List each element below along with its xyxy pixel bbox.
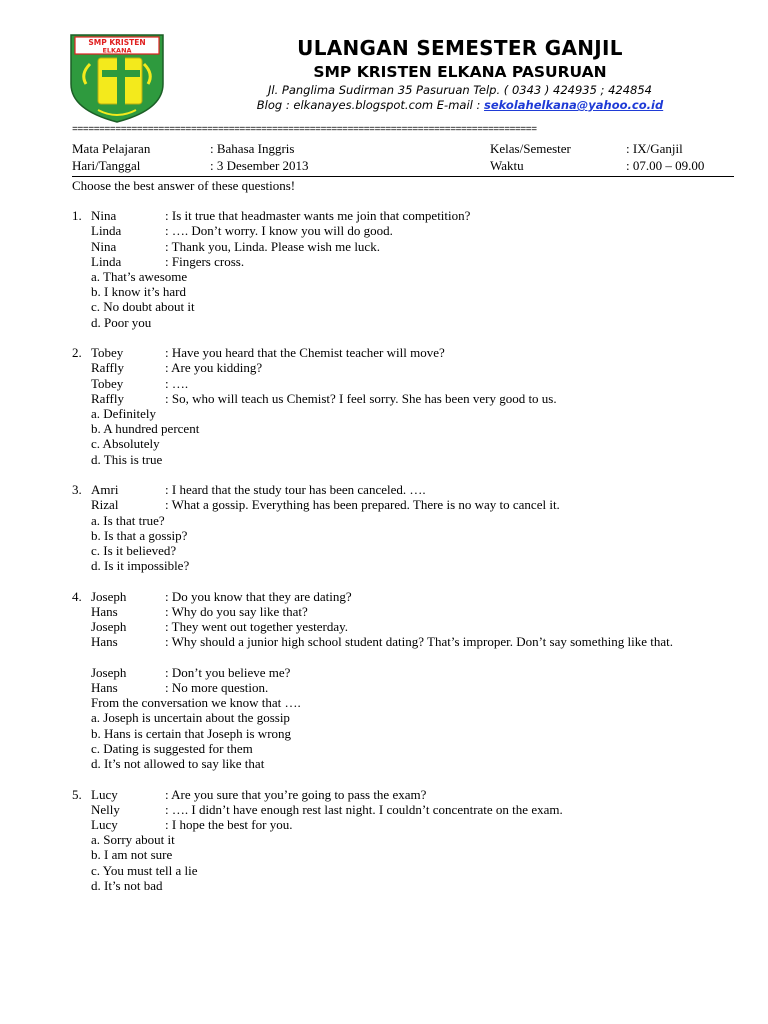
logo-text-bottom: ELKANA xyxy=(102,46,132,55)
speaker: Nina xyxy=(91,238,117,254)
school-logo xyxy=(68,32,166,124)
utterance: : Do you know that they are dating? xyxy=(165,588,352,604)
speaker: Hans xyxy=(91,679,118,695)
answer-option: b. Hans is certain that Joseph is wrong xyxy=(91,725,292,741)
speaker: Rizal xyxy=(91,497,119,513)
speaker: Tobey xyxy=(91,375,124,391)
dialog-line xyxy=(72,665,742,680)
time-label: Waktu xyxy=(490,158,524,173)
question-2 xyxy=(72,345,742,467)
utterance: : Are you kidding? xyxy=(165,360,263,376)
speaker: Nelly xyxy=(91,801,120,817)
date-value: : 3 Desember 2013 xyxy=(210,158,309,173)
dialog-line xyxy=(72,619,742,634)
answer-option: c. Is it believed? xyxy=(91,542,177,558)
school-address: Jl. Panglima Sudirman 35 Pasuruan Telp. ( 0343 ) 424935 ; 424854 xyxy=(267,83,652,97)
email-link[interactable]: sekolahelkana@yahoo.co.id xyxy=(484,98,664,112)
speaker: Linda xyxy=(91,223,122,239)
speaker: Lucy xyxy=(91,816,118,832)
dialog-line xyxy=(72,787,742,802)
dialog-line xyxy=(72,482,742,497)
speaker: Hans xyxy=(91,634,118,650)
speaker: Lucy xyxy=(91,786,118,802)
subject-label: Mata Pelajaran xyxy=(72,141,151,156)
question-number: 5. xyxy=(72,786,82,802)
dialog-line xyxy=(72,345,742,360)
utterance: : Have you heard that the Chemist teacher will move? xyxy=(165,345,445,361)
speaker: Amri xyxy=(91,482,119,498)
blog-text: Blog : elkanayes.blogspot.com E-mail : xyxy=(256,98,485,112)
question-number: 4. xyxy=(72,588,82,604)
question-stem: From the conversation we know that …. xyxy=(91,695,301,711)
answer-option: d. It’s not allowed to say like that xyxy=(91,755,265,771)
dialog-line xyxy=(72,208,742,223)
utterance: : What a gossip. Everything has been prepared. There is no way to cancel it. xyxy=(165,497,560,513)
utterance: : I hope the best for you. xyxy=(165,816,293,832)
utterance: : Don’t you believe me? xyxy=(165,664,291,680)
answer-option: a. Is that true? xyxy=(91,512,165,528)
dialog-line xyxy=(72,589,742,604)
dialog-line xyxy=(72,391,742,406)
question-number: 2. xyxy=(72,345,82,361)
answer-option: c. Dating is suggested for them xyxy=(91,740,253,756)
utterance: : …. Don’t worry. I know you will do good. xyxy=(165,223,393,239)
question-number: 1. xyxy=(72,208,82,224)
utterance: : …. xyxy=(165,375,189,391)
answer-option: a. Definitely xyxy=(91,405,156,421)
dialog-line xyxy=(72,604,742,619)
utterance: : Thank you, Linda. Please wish me luck. xyxy=(165,238,380,254)
answer-option: a. Sorry about it xyxy=(91,832,175,848)
answer-option: c. You must tell a lie xyxy=(91,862,198,878)
speaker: Joseph xyxy=(91,588,127,604)
question-list xyxy=(72,178,742,908)
instruction: Choose the best answer of these questions! xyxy=(72,178,296,193)
answer-option: d. Poor you xyxy=(91,314,152,330)
speaker: Raffly xyxy=(91,390,124,406)
answer-option: c. Absolutely xyxy=(91,436,160,452)
speaker: Joseph xyxy=(91,619,127,635)
dialog-line xyxy=(72,376,742,391)
dialog-line xyxy=(72,239,742,254)
dialog-line xyxy=(72,497,742,512)
speaker: Raffly xyxy=(91,360,124,376)
utterance: : …. I didn’t have enough rest last night. I couldn’t concentrate on the exam. xyxy=(165,801,563,817)
answer-option: d. Is it impossible? xyxy=(91,558,190,574)
dialog-line xyxy=(72,254,742,269)
school-name: SMP KRISTEN ELKANA PASURUAN xyxy=(313,63,607,81)
class-value: : IX/Ganjil xyxy=(626,141,683,156)
question-number: 3. xyxy=(72,482,82,498)
dialog-line xyxy=(72,680,742,695)
dialog-line xyxy=(72,817,742,832)
time-value: : 07.00 – 09.00 xyxy=(626,158,705,173)
logo-text-top: SMP KRISTEN xyxy=(88,38,146,47)
school-header xyxy=(180,36,740,113)
dialog-line xyxy=(72,802,742,817)
date-label: Hari/Tanggal xyxy=(72,158,141,173)
exam-title: ULANGAN SEMESTER GANJIL xyxy=(297,36,623,60)
question-3 xyxy=(72,482,742,573)
class-label: Kelas/Semester xyxy=(490,141,571,156)
answer-option: b. A hundred percent xyxy=(91,421,200,437)
speaker: Joseph xyxy=(91,664,127,680)
dialog-line xyxy=(72,223,742,238)
subject-value: : Bahasa Inggris xyxy=(210,141,295,156)
speaker: Tobey xyxy=(91,345,124,361)
question-4 xyxy=(72,589,742,771)
question-5 xyxy=(72,787,742,893)
utterance: : Fingers cross. xyxy=(165,253,245,269)
utterance: : They went out together yesterday. xyxy=(165,619,349,635)
answer-option: a. Joseph is uncertain about the gossip xyxy=(91,710,290,726)
utterance: : Why should a junior high school student dating? That’s improper. Don’t say something like that. xyxy=(165,634,674,650)
utterance: : Why do you say like that? xyxy=(165,604,308,620)
question-1 xyxy=(72,208,742,330)
answer-option: c. No doubt about it xyxy=(91,299,195,315)
utterance: : I heard that the study tour has been canceled. …. xyxy=(165,482,426,498)
speaker: Hans xyxy=(91,604,118,620)
info-divider xyxy=(72,176,734,177)
speaker: Linda xyxy=(91,253,122,269)
answer-option: b. I know it’s hard xyxy=(91,284,186,300)
answer-option: b. I am not sure xyxy=(91,847,173,863)
answer-option: d. It’s not bad xyxy=(91,877,163,893)
answer-option: a. That’s awesome xyxy=(91,268,188,284)
utterance: : Are you sure that you’re going to pass the exam? xyxy=(165,786,427,802)
header-divider: ====================================================================================== xyxy=(72,125,537,136)
speaker: Nina xyxy=(91,208,117,224)
answer-option: b. Is that a gossip? xyxy=(91,527,188,543)
dialog-line xyxy=(72,360,742,375)
utterance: : No more question. xyxy=(165,679,269,695)
utterance: : So, who will teach us Chemist? I feel sorry. She has been very good to us. xyxy=(165,390,557,406)
blog-email-line xyxy=(180,98,740,113)
answer-option: d. This is true xyxy=(91,451,163,467)
utterance: : Is it true that headmaster wants me join that competition? xyxy=(165,208,471,224)
dialog-line xyxy=(72,634,742,664)
